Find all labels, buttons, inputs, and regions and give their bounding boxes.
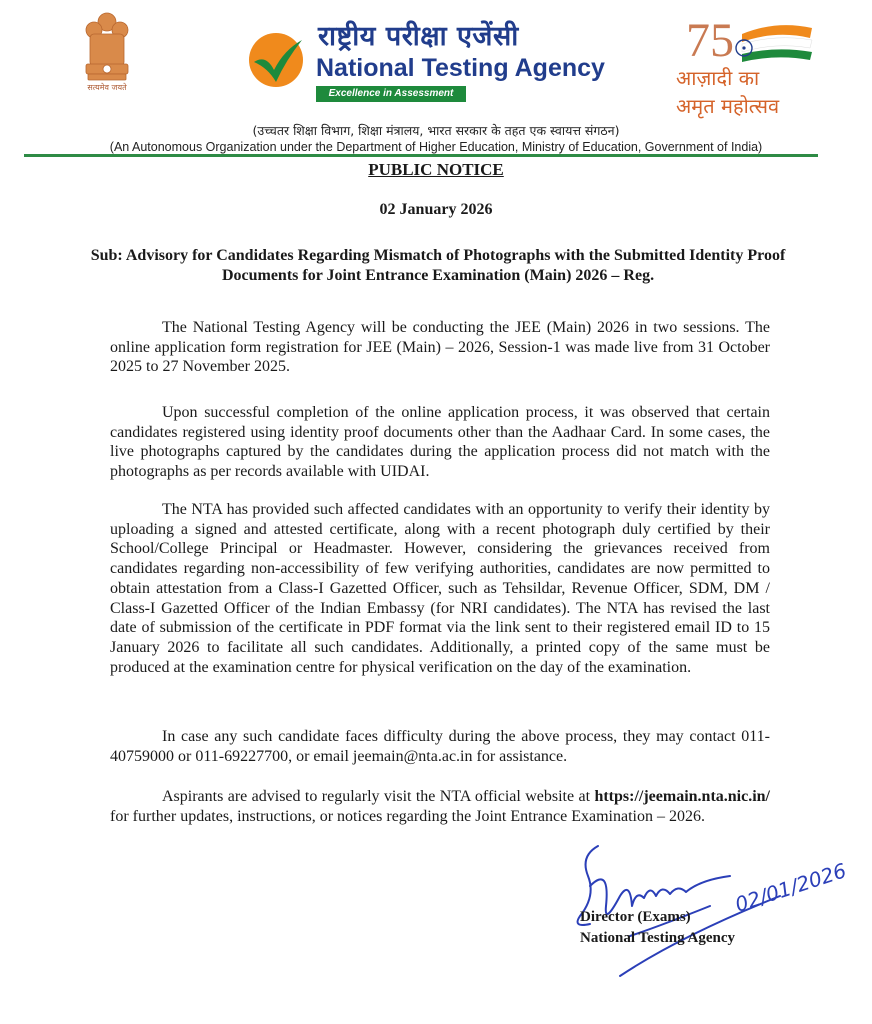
para5-outro: for further updates, instructions, or notices regarding the Joint Entrance Examination – 2026.	[110, 807, 705, 825]
header-divider	[24, 154, 818, 157]
notice-date: 02 January 2026	[379, 201, 493, 218]
body-paragraph-5	[110, 787, 770, 826]
body-paragraph-1: The National Testing Agency will be conducting the JEE (Main) 2026 in two sessions. The online application form registration for JEE (Main) – 2026, Session-1 was made live from 31 October 2025 to 27 November 2025.	[110, 319, 770, 376]
agency-name-english: National Testing Agency	[316, 54, 605, 82]
organization-description-hindi: (उच्चतर शिक्षा विभाग, शिक्षा मंत्रालय, भारत सरकार के तहत एक स्वायत्त संगठन)	[252, 123, 620, 138]
aka-number: 75	[686, 14, 734, 67]
body-paragraph-2: Upon successful completion of the online application process, it was observed that certain candidates registered using identity proof documents other than the Aadhaar Card. In some cases, the live photographs captured by the candidates during the application process did not match with the photographs as per records available with UIDAI.	[110, 404, 770, 481]
agency-name-hindi: राष्ट्रीय परीक्षा एजेंसी	[318, 21, 519, 52]
agency-tagline: Excellence in Assessment	[316, 86, 466, 102]
signature-date: 02/01/2026	[732, 858, 850, 917]
organization-description-english: (An Autonomous Organization under the Department of Higher Education, Ministry of Education, Government of India)	[109, 140, 763, 154]
body-paragraph-4: In case any such candidate faces difficulty during the above process, they may contact 011-40759000 or 011-69227700, or email jeemain@nta.ac.in for assistance.	[110, 728, 770, 765]
notice-subject: Sub: Advisory for Candidates Regarding Mismatch of Photographs with the Submitted Identity Proof Documents for Joint Entrance Examination (Main) 2026 – Reg.	[90, 247, 786, 284]
signatory-title: Director (Exams)	[580, 909, 691, 925]
signatory-organization: National Testing Agency	[580, 930, 736, 946]
website-link[interactable]: https://jeemain.nta.nic.in/	[594, 788, 770, 805]
para5-intro: Aspirants are advised to regularly visit the NTA official website at	[162, 788, 595, 805]
aka-text-line1: आज़ादी का	[676, 66, 760, 90]
aka-text-line2: अमृत महोत्सव	[676, 94, 780, 118]
emblem-motto: सत्यमेव जयते	[87, 83, 127, 92]
notice-title: PUBLIC NOTICE	[368, 160, 504, 179]
body-paragraph-3: The NTA has provided such affected candidates with an opportunity to verify their identity by uploading a signed and attested certificate, along with a recent photograph duly certified by their School/College Principal or Headmaster. However, considering the grievances received from candidates regarding non-accessibility of few verifying authorities, candidates are now permitted to obtain attestation from a Class-I Gazetted Officer, such as Tehsildar, Revenue Officer, SDM, DM / Class-I Gazetted Officer of the Indian Embassy (for NRI candidates). The NTA has revised the last date of submission of the certificate in PDF format via the link sent to their registered email ID to 15 January 2026 to facilitate all such candidates. Additionally, a printed copy of the same must be produced at the examination centre for physical verification on the day of the examination.	[110, 501, 770, 676]
nta-logo-icon	[246, 30, 306, 90]
